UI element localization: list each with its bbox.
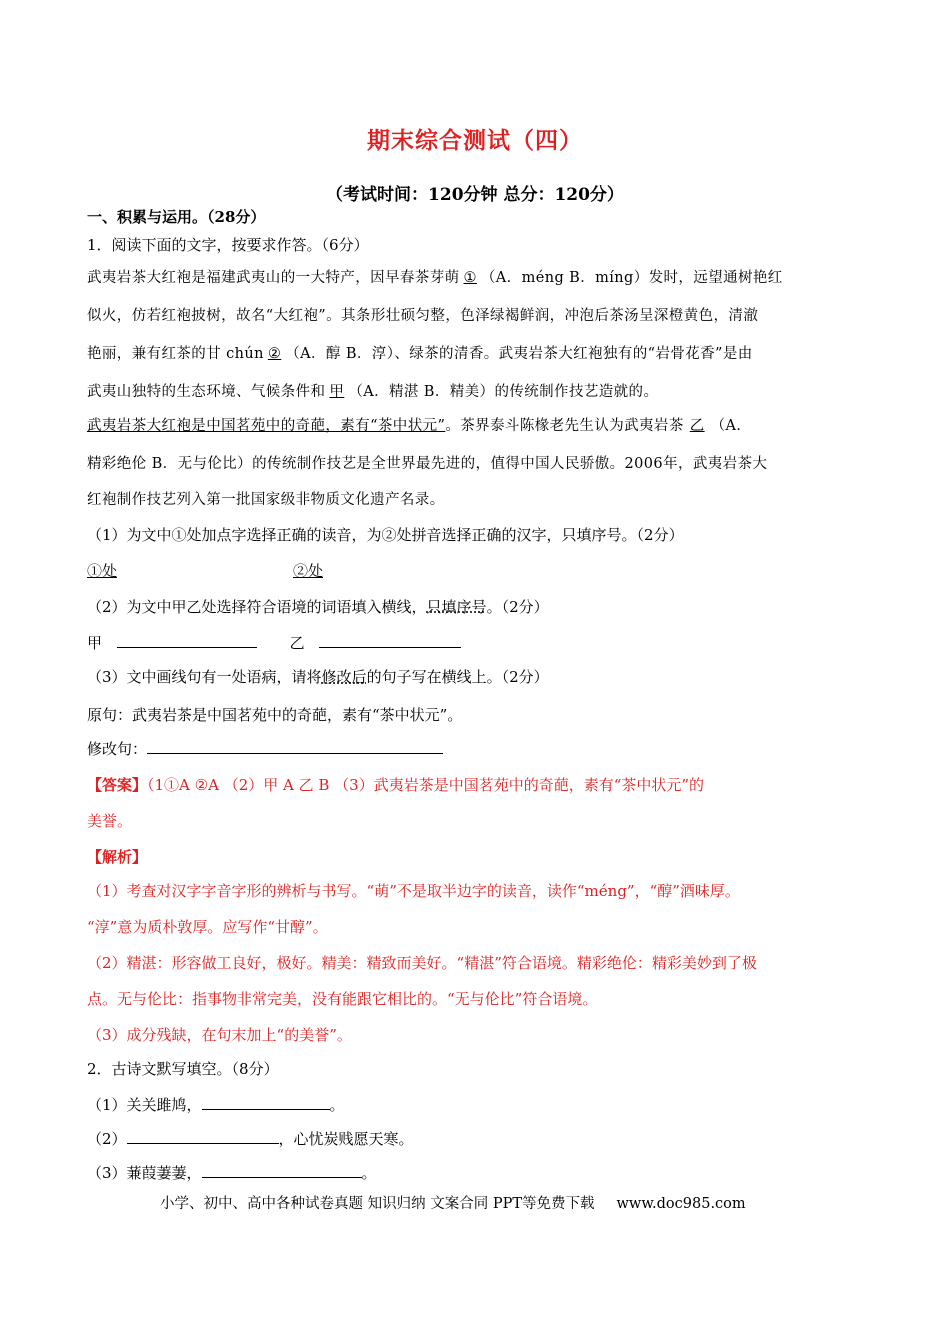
sub-question-2-answer: 甲 乙 bbox=[87, 632, 867, 653]
footer-text: 小学、初中、高中各种试卷真题 知识归纳 文案合同 PPT等免费下载 bbox=[160, 1196, 595, 1212]
page-title: 期末综合测试（四） bbox=[367, 127, 583, 154]
answer-blank-yi[interactable] bbox=[319, 632, 461, 648]
passage-line-7: 红袍制作技艺列入第一批国家级非物质文化遗产名录。 bbox=[87, 492, 445, 508]
sub-question-1-answer bbox=[87, 560, 867, 581]
answer-blank-jia[interactable] bbox=[117, 632, 257, 648]
analysis-line-3: （2）精湛：形容做工良好，极好。精美：精致而美好。“精湛”符合语境。精彩绝伦：精彩美妙到了极 bbox=[87, 954, 757, 972]
analysis-label: 【解析】 bbox=[87, 848, 148, 866]
footer bbox=[160, 1192, 746, 1213]
question-1-stem: 1．阅读下面的文字，按要求作答。（6分） bbox=[87, 236, 369, 254]
underlined-sentence: 武夷岩茶大红袍是中国茗苑中的奇葩，素有“茶中状元” bbox=[87, 418, 446, 434]
analysis-line-5: （3）成分残缺，在句末加上“的美誉”。 bbox=[87, 1026, 352, 1044]
sub-question-2: （2）为文中甲乙处选择符合语境的词语填入横线，只填序号。（2分） bbox=[87, 598, 549, 616]
passage-line-6: 精彩绝伦 B．无与伦比）的传统制作技艺是全世界最先进的，值得中国人民骄傲。2006年，武夷岩茶大 bbox=[87, 456, 768, 472]
emphasis-dots-2: 修改后 bbox=[321, 668, 367, 686]
analysis-line-2: “淳”意为质朴敦厚。应写作“甘醇”。 bbox=[87, 918, 328, 936]
answer-line-2: 美誉。 bbox=[87, 812, 133, 830]
passage-line-4: 武夷山独特的生态环境、气候条件和 甲 （A．精湛 B．精美）的传统制作技艺造就的。 bbox=[87, 384, 659, 400]
answer-slot-1: ①处 bbox=[87, 562, 118, 580]
passage-line-1: 武夷岩茶大红袍是福建武夷山的一大特产，因早春茶芽萌 ① （A．méng B．míng）发时，远望通树艳红 bbox=[87, 270, 783, 286]
poem-answer-3[interactable] bbox=[202, 1162, 362, 1178]
answer-line: 【答案】（1①A ②A （2）甲 A 乙 B （3）武夷岩茶是中国茗苑中的奇葩，素有“茶中状元”的 bbox=[87, 776, 705, 794]
emphasis-dots: 只填序号 bbox=[426, 598, 487, 616]
sub-question-1: （1）为文中①处加点字选择正确的读音，为②处拼音选择正确的汉字，只填序号。（2分） bbox=[87, 526, 684, 544]
blank-mark-jia: 甲 bbox=[329, 384, 345, 400]
analysis-line-1: （1）考查对汉字字音字形的辨析与书写。“萌”不是取半边字的读音，读作“méng”，“醇”酒味厚。 bbox=[87, 882, 740, 900]
poem-answer-2[interactable] bbox=[127, 1128, 279, 1144]
poem-blank-2: （2） ，心忧炭贱愿天寒。 bbox=[87, 1130, 414, 1148]
footer-url[interactable]: www.doc985.com bbox=[616, 1196, 746, 1212]
passage-line-2: 似火，仿若红袍披树，故名“大红袍”。其条形壮硕匀整，色泽绿褐鲜润，冲泡后茶汤呈深橙黄色，清澈 bbox=[87, 308, 759, 324]
passage-line-5: 武夷岩茶大红袍是中国茗苑中的奇葩，素有“茶中状元”。茶界泰斗陈椽老先生认为武夷岩茶 乙 （A． bbox=[87, 418, 752, 434]
revised-sentence: 修改句： bbox=[87, 738, 867, 759]
question-2-stem: 2．古诗文默写填空。（8分） bbox=[87, 1060, 279, 1078]
section-heading: 一、积累与运用。（28分） bbox=[87, 208, 266, 226]
original-sentence: 原句：武夷岩茶是中国茗苑中的奇葩，素有“茶中状元”。 bbox=[87, 706, 463, 724]
answer-slot-2: ②处 bbox=[293, 562, 324, 580]
answer-label: 【答案】 bbox=[87, 776, 148, 794]
poem-blank-1: （1）关关雎鸠， 。 bbox=[87, 1096, 345, 1114]
blank-mark-1: ① bbox=[463, 270, 477, 286]
blank-mark-2: ② bbox=[267, 346, 282, 362]
analysis-line-4: 点。无与伦比：指事物非常完美，没有能跟它相比的。“无与伦比”符合语境。 bbox=[87, 990, 598, 1008]
sub-question-3: （3）文中画线句有一处语病，请将修改后的句子写在横线上。（2分） bbox=[87, 668, 549, 686]
blank-mark-yi: 乙 bbox=[689, 418, 705, 434]
revised-blank[interactable] bbox=[147, 738, 443, 754]
passage-line-3: 艳丽，兼有红茶的甘 chún ② （A．醇 B．淳）、绿茶的清香。武夷岩茶大红袍独有的“岩骨花香”是由 bbox=[87, 346, 753, 362]
poem-blank-3: （3）蒹葭萋萋， 。 bbox=[87, 1164, 377, 1182]
poem-answer-1[interactable] bbox=[202, 1094, 330, 1110]
exam-info: （考试时间：120分钟 总分：120分） bbox=[326, 185, 624, 205]
